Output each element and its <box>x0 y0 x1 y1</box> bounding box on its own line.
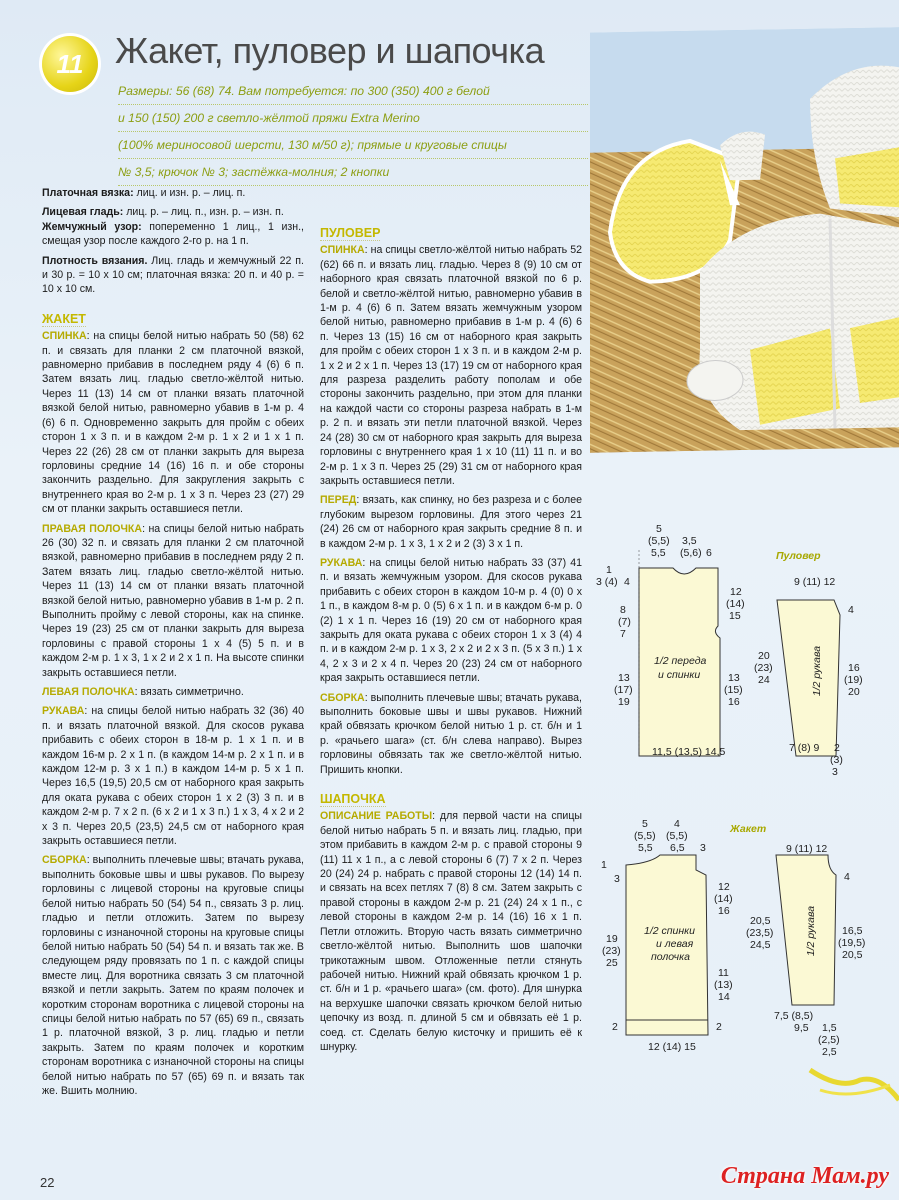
dimension-label: 20,5 <box>750 915 771 927</box>
paragraph-key: СБОРКА <box>42 854 87 867</box>
dimension-label: 24,5 <box>750 939 771 951</box>
term: Платочная вязка: <box>42 187 134 199</box>
dimension-label: 16 <box>848 662 860 674</box>
dimension-label: 3 (4) <box>596 576 618 588</box>
page-title: Жакет, пуловер и шапочка <box>115 30 545 71</box>
dimension-label: 13 <box>618 672 630 684</box>
dimension-label: 7,5 (8,5) <box>774 1010 814 1022</box>
dimension-label: 4 <box>844 871 850 883</box>
dimension-label: (7) <box>618 616 631 628</box>
dimension-label: (3) <box>830 754 843 766</box>
yarn-decoration <box>800 1060 899 1120</box>
dimension-label: (19) <box>844 674 863 686</box>
paragraph <box>42 704 304 848</box>
paragraph-key: ПРАВАЯ ПОЛОЧКА <box>42 522 143 535</box>
dimension-label: 9,5 <box>794 1022 809 1034</box>
paragraph <box>320 493 582 551</box>
dimension-label: 8 <box>620 604 626 616</box>
dimension-label: (5,5) <box>634 830 656 842</box>
sizes-line: (100% мериносовой шерсти, 130 м/50 г); прямые и круговые спицы <box>118 132 588 159</box>
diagram-part-label: 1/2 рукава <box>811 645 824 697</box>
dimension-label: 4 <box>624 576 630 588</box>
dimension-label: 5 <box>656 523 662 535</box>
dimension-label: (23,5) <box>746 927 774 939</box>
diagram-part-label: 1/2 рукава <box>805 905 818 957</box>
text-column-2 <box>320 226 582 1059</box>
dimension-label: 3 <box>832 766 838 778</box>
dimension-label: (5,5) <box>666 830 688 842</box>
text-column-1 <box>42 186 304 1103</box>
term-text: попеременно 1 лиц., 1 изн., смещая узор после каждого 2-го р. на 1 п. <box>42 220 304 248</box>
pullover-diagram-shapes <box>596 520 896 780</box>
photo-illustration <box>590 27 899 452</box>
dimension-label: 4 <box>674 818 680 830</box>
paragraph <box>42 522 304 680</box>
dimension-label: (23) <box>754 662 773 674</box>
dimension-label: 2 <box>612 1021 618 1033</box>
sizes-line: и 150 (150) 200 г светло-жёлтой пряжи Extra Merino <box>118 105 588 132</box>
paragraph <box>42 685 304 699</box>
dimension-label: 15 <box>729 610 741 622</box>
paragraph-key: СБОРКА <box>320 691 365 704</box>
paragraph <box>320 243 582 488</box>
paragraph-key: РУКАВА <box>320 556 363 569</box>
dimension-label: 3 <box>700 842 706 854</box>
paragraph <box>320 691 582 777</box>
dimension-label: 12 <box>730 586 742 598</box>
dimension-label: 9 (11) 12 <box>794 576 836 588</box>
paragraph-key: ЛЕВАЯ ПОЛОЧКА <box>42 686 135 698</box>
paragraph-text: : на спицы белой нитью набрать 26 (30) 32 п. и связать для планки 2 см платочной вязкой, равномерно прибавив в последнем ряду 2 п. Затем вязать лиц. гладью светло-жёлтой нитью. Через 11 (13) 14 см от планки вязать платочной вязкой белой нитью, равномерно убавив в 1-м р. 2 п. Выполнить пройму с левой стороны, как на спинке. Через 19 (23) 25 см от планки закрыть для выреза горловины с правой стороны 1 x 4 (5) 5 п. и в каждом 2-м р. 1 x 3, 1 x 2 и 2 x 1 п. На высоте спинки закрыть оставшиеся петли. <box>42 522 304 679</box>
dimension-label: (14) <box>726 598 745 610</box>
dimension-label: 1 <box>606 564 612 576</box>
dimension-label: 6 <box>706 547 712 559</box>
paragraph-text: : выполнить плечевые швы; втачать рукава, выполнить боковые швы и швы рукавов. По вырезу горловины с лицевой стороны на круговые спицы белой нитью набрать 50 (54) 54 п., связать 3 р. лиц. гладью и петли отложить. Затем по вырезу горловины с изнаночной стороны на круговые спицы белой нитью набрать 50 (54) 54 п. и вязать так же. В следующем ряду провязать по 1 п. с каждой спицы вместе лиц. Для воротника связать 3 см платочной вязкой и петли закрыть. Затем по краям полочек и коротким сторонам воротника с лицевой стороны на спицы белой нитью набрать по 57 (65) 69 п., связать 1 р. платочной вязкой, 3 р. лиц. гладью и петли закрыть. Затем по краям полочек и коротким сторонам воротника с изнаночной стороны на спицы белой нитью набрать по 57 (65) 69 п. и вязать так же. Вшить молнию. <box>42 854 304 1097</box>
page-number: 22 <box>40 1175 55 1190</box>
dimension-label: 5 <box>642 818 648 830</box>
sizes-materials <box>118 78 588 186</box>
paragraph-key: СПИНКА <box>320 244 365 257</box>
paragraph-text: : вязать, как спинку, но без разреза и с более глубоким вырезом горловины. Для этого через 21 (24) 26 см от наборного края закрыть средние 8 п. и в каждом 2-м р. 1 x 3, 1 x 2 и 2 (3) 3 x 1 п. <box>320 494 582 550</box>
paragraph-key: ПЕРЕД <box>320 494 357 507</box>
dimension-label: 25 <box>606 957 618 969</box>
dimension-label: (5,6) <box>680 547 702 559</box>
diagram-part-label: 1/2 переда <box>654 655 707 667</box>
sizes-line: Размеры: 56 (68) 74. Вам потребуется: по 300 (350) 400 г белой <box>118 78 588 105</box>
dimension-label: 1 <box>601 859 607 871</box>
dimension-label: (23) <box>602 945 621 957</box>
paragraph-key: СПИНКА <box>42 330 87 343</box>
pullover-diagram-title: Пуловер <box>776 550 821 562</box>
diagram-part-label: полочка <box>651 951 690 963</box>
dimension-label: 2 <box>834 742 840 754</box>
paragraph <box>42 329 304 516</box>
paragraph <box>42 853 304 1098</box>
paragraph-text: : вязать симметрично. <box>134 686 244 698</box>
paragraph-text: : выполнить плечевые швы; втачать рукава, выполнить боковые швы и швы рукавов. Нижний край обвязать крючком белой нитью 1 р. ст. б/н и 1 р. «рачьего шага» (ст. б/н слева направо). Вырез горловины обвязать так же светло-жёлтой нитью. Пришить кнопки. <box>320 691 582 776</box>
term: Плотность вязания. <box>42 254 148 267</box>
paragraph <box>320 809 582 1054</box>
section-heading-pullover: ПУЛОВЕР <box>320 226 381 240</box>
dimension-label: (14) <box>714 893 733 905</box>
dimension-label: 3,5 <box>682 535 697 547</box>
dimension-label: 7 <box>620 628 626 640</box>
dimension-label: (5,5) <box>648 535 670 547</box>
section-heading-hat: ШАПОЧКА <box>320 792 386 807</box>
paragraph-text: : на спицы белой нитью набрать 33 (37) 41 п. и вязать жемчужным узором. Для скосов рукава прибавить с обеих сторон в каждом 10-м р. 4 (0) 0 x 1 п., в каждом 8-м р. 0 (5) 6 x 1 п. и в каждом 6-м р. 0 (2) 1 x 1 п. Через 16 (19) 20 см от наборного края закрыть для оката рукава с обеих сторон 1 x 3 (4) 4 п. и в каждом 2-м р. 1 x 3, 2 x 2 и 2 x 3 п. (5 x 3 п.) 1 x 4, 2 x 3 и 2 x 4 п. Через 20 (23) 24 см от наборного края закрыть оставшиеся петли. <box>320 556 582 685</box>
section-heading-jacket: ЖАКЕТ <box>42 311 86 326</box>
dimension-label: 7 (8) 9 <box>789 742 820 754</box>
dimension-label: 13 <box>728 672 740 684</box>
diagram-part-label: и левая <box>656 938 694 950</box>
dimension-label: 12 (14) 15 <box>648 1041 696 1053</box>
dimension-label: 5,5 <box>638 842 653 854</box>
dimension-label: (13) <box>714 979 733 991</box>
diagram-part-label: и спинки <box>658 669 701 681</box>
term-text: лиц. р. – лиц. п., изн. р. – изн. п. <box>123 206 284 219</box>
term-text: лиц. и изн. р. – лиц. п. <box>133 187 246 199</box>
paragraph-key: РУКАВА <box>42 705 85 718</box>
dimension-label: 19 <box>618 696 630 708</box>
paragraph-text: : на спицы светло-жёлтой нитью набрать 52 (62) 66 п. и вязать лиц. гладью. Через 8 (9) 10 см от наборного края связать платочной вязкой по 6 р. белой и светло-жёлтой нитью, равномерно убавив в 1-м р. 4 (6) 6 п. Затем вязать жемчужным узором белой нитью, равномерно прибавив в 1-м р. 4 (6) 6 п. Через 13 (15) 16 см от наборного края закрыть для пройм с обеих сторон 1 x 3 п. и в каждом 2-м р. 1 x 2 и 2 x 1 п. Через 13 (17) 19 см от наборного края для разреза разделить работу пополам и обе стороны закончить раздельно, при этом для планки на каждой части со стороны разреза набрать в 1-м р. 2 п. и вязать эти петли платочной вязкой. Через 24 (28) 30 см от наборного края закрыть для выреза горловины с внутреннего края 1 x 10 (11) 11 п. и во 2-м р. 1 x 3 п. Через 25 (29) 31 см от наборного края закрыть оставшиеся петли. <box>320 244 582 487</box>
dimension-label: 19 <box>606 933 618 945</box>
dimension-label: 2 <box>716 1021 722 1033</box>
intro-line <box>42 186 304 200</box>
paragraph-text: : для первой части на спицы белой нитью набрать 5 п. и вязать лиц. гладью, при этом прибавить в каждом 2-м р. с правой стороны 9 (11) 11 x 1 п., а с левой стороны 6 (7) 7 x 2 п. Через 20 (24) 24 р. набрать с правой стороны 12 (14) 14 п. и связать на всех петлях 7 (8) 8 см. Затем закрыть с правой стороны в каждом 2-м р. 21 (24) 24 x 1 п., с левой стороны в каждом 2-м р. 14 (16) 16 x 1 п. Петли отложить. Вторую часть вязать симметрично светло-жёлтой нитью. Выполнить шов шапочки трикотажным швом. Отложенные петли стянуть рабочей нитью. Нижний край обвязать крючком 1 р. ст. б/н и 1 р. «рачьего шага» (см. фото). Для шнурка на верхушке шапочки связать крючком белой нитью цепочку из возд. п. длиной 5 см и обвязать её 1 р. соед. ст. Сделать белую кисточку и пришить её к шнурку. <box>320 810 583 1053</box>
dimension-label: 16,5 <box>842 925 863 937</box>
intro-line <box>42 220 304 249</box>
dimension-label: 1,5 <box>822 1022 837 1034</box>
paragraph <box>320 556 582 686</box>
section-number-badge <box>42 36 98 92</box>
intro-line <box>42 254 304 297</box>
sizes-line: № 3,5; крючок № 3; застёжка-молния; 2 кнопки <box>118 159 588 186</box>
dimension-label: (19,5) <box>838 937 866 949</box>
pullover-pattern-diagram <box>596 520 896 780</box>
jacket-diagram-title: Жакет <box>730 823 767 835</box>
dimension-label: 12 <box>718 881 730 893</box>
dimension-label: 4 <box>848 604 854 616</box>
term: Лицевая гладь: <box>42 206 124 219</box>
dimension-label: 2,5 <box>822 1046 837 1058</box>
dimension-label: 11 <box>718 967 729 979</box>
dimension-label: 11,5 (13,5) 14,5 <box>652 746 726 758</box>
dimension-label: 3 <box>614 873 620 885</box>
dimension-label: 24 <box>758 674 770 686</box>
dimension-label: (15) <box>724 684 743 696</box>
dimension-label: 20 <box>758 650 770 662</box>
garment-photo <box>590 27 899 452</box>
paragraph-text: : на спицы белой нитью набрать 32 (36) 40 п. и вязать платочной вязкой. Для скосов рукава прибавить с обеих сторон в 18-м р. 1 x 1 п. и в каждом 16-м р. 2 x 1 п. (в каждом 14-м р. 2 x 1 п. и в каждом 12-м р. 3 x 1 п.) в каждом 14-м р. 5 x 1 п. Через 16,5 (19,5) 20,5 см от наборного края закрыть для оката рукава с обеих сторон 1 x 2 (3) 3 п. и в каждом 2-м р. 7 x 2 п. (6 x 2 и 1 x 3 п.) 1 x 3, 4 x 2 и 2 x 3 п. Через 20,5 (23,5) 24,5 см от наборного края закрыть оставшиеся петли. <box>42 705 304 848</box>
intro-line <box>42 205 304 219</box>
dimension-label: (17) <box>614 684 633 696</box>
site-watermark: Страна Мам.ру <box>720 1163 889 1189</box>
dimension-label: 6,5 <box>670 842 685 854</box>
dimension-label: 5,5 <box>651 547 666 559</box>
paragraph-text: : на спицы белой нитью набрать 50 (58) 62 п. и связать для планки 2 см платочной вязкой, равномерно прибавив в последнем ряду 4 (6) 6 п. Затем вязать лиц. гладью светло-жёлтой нитью. Через 11 (13) 14 см от планки вязать платочной вязкой белой нитью, равномерно убавив в 1-м р. 4 (6) 6 п. Одновременно закрыть для пройм с обеих сторон 1 x 3 п. и в каждом 2-м р. 1 x 2 и 1 x 1 п. Через 22 (26) 28 см от планки закрыть для выреза горловины средние 14 (16) 16 п. и обе стороны закончить раздельно. Для закругления закрыть с внутреннего края во 2-м р. 1 x 3 п. Через 23 (27) 29 см от планки закрыть оставшиеся петли. <box>42 330 304 516</box>
dimension-label: 9 (11) 12 <box>786 843 828 855</box>
jacket-pattern-diagram <box>596 815 896 1065</box>
paragraph-key: ОПИСАНИЕ РАБОТЫ <box>320 810 433 823</box>
dimension-label: 16 <box>718 905 730 917</box>
term: Жемчужный узор: <box>42 220 142 233</box>
term-text: Лиц. гладь и жемчужный 22 п. и 30 р. = 10 x 10 см; платочная вязка: 20 п. и 40 р. = 10 x 10 см. <box>42 254 304 296</box>
dimension-label: 14 <box>718 991 730 1003</box>
dimension-label: 20,5 <box>842 949 863 961</box>
badge-number: 11 <box>56 48 84 79</box>
diagram-part-label: 1/2 спинки <box>644 925 695 937</box>
dimension-label: 16 <box>728 696 740 708</box>
dimension-label: (2,5) <box>818 1034 840 1046</box>
dimension-label: 20 <box>848 686 860 698</box>
